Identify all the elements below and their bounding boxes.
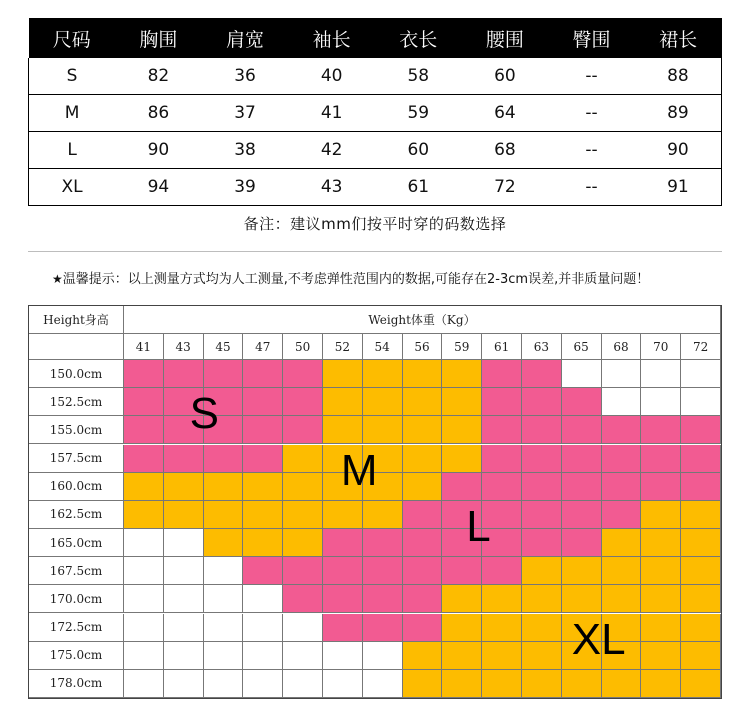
table-row xyxy=(29,132,722,169)
grid-cell-l xyxy=(522,473,562,501)
zone-label-s: S xyxy=(189,389,220,439)
grid-cell-xl xyxy=(602,670,642,698)
grid-cell-m xyxy=(403,388,443,416)
grid-cell-m xyxy=(323,360,363,388)
grid-cell-empty xyxy=(323,670,363,698)
size-table xyxy=(28,18,722,206)
table-row xyxy=(29,95,722,132)
weight-tick: 56 xyxy=(403,334,443,360)
weight-tick: 52 xyxy=(323,334,363,360)
grid-cell-empty xyxy=(641,360,681,388)
grid-cell-s xyxy=(164,445,204,473)
grid-cell-xl xyxy=(442,642,482,670)
weight-tick: 41 xyxy=(124,334,164,360)
grid-cell-l xyxy=(323,585,363,613)
table-row xyxy=(29,58,722,95)
grid-cell-l xyxy=(323,557,363,585)
measurement-cell: 41 xyxy=(288,95,375,132)
grid-cell-l xyxy=(562,529,602,557)
size-label-cell: L xyxy=(29,132,116,169)
weight-tick: 72 xyxy=(681,334,721,360)
grid-cell-empty xyxy=(243,614,283,642)
measurement-cell: 88 xyxy=(635,58,722,95)
grid-cell-empty xyxy=(164,529,204,557)
zone-label-xl: XL xyxy=(571,614,626,664)
weight-tick: 65 xyxy=(562,334,602,360)
grid-cell-empty xyxy=(363,670,403,698)
grid-cell-xl xyxy=(641,670,681,698)
weight-tick: 47 xyxy=(243,334,283,360)
size-header-0: 尺码 xyxy=(29,18,116,58)
grid-cell-l xyxy=(602,473,642,501)
size-header-5: 腰围 xyxy=(462,18,549,58)
grid-cell-m xyxy=(442,416,482,444)
grid-cell-l xyxy=(602,501,642,529)
height-tick: 178.0cm xyxy=(29,670,124,698)
warm-tip-text: 温馨提示：以上测量方式均为人工测量,不考虑弹性范围内的数据,可能存在2-3cm误差,并非质量问题！ xyxy=(62,272,650,287)
grid-cell-empty xyxy=(681,388,721,416)
weight-tick: 61 xyxy=(482,334,522,360)
measurement-cell: 82 xyxy=(115,58,202,95)
grid-cell-l xyxy=(243,557,283,585)
measurement-cell: 39 xyxy=(202,169,289,206)
grid-cell-m xyxy=(283,445,323,473)
grid-cell-empty xyxy=(681,360,721,388)
grid-cell-empty xyxy=(283,614,323,642)
grid-cell-l xyxy=(562,473,602,501)
grid-cell-m xyxy=(323,388,363,416)
grid-cell-empty xyxy=(124,670,164,698)
grid-cell-empty xyxy=(124,585,164,613)
grid-cell-empty xyxy=(204,614,244,642)
weight-tick: 45 xyxy=(204,334,244,360)
grid-cell-l xyxy=(562,416,602,444)
grid-cell-empty xyxy=(602,388,642,416)
measurement-cell: -- xyxy=(548,132,635,169)
grid-cell-xl xyxy=(442,585,482,613)
grid-cell-m xyxy=(363,416,403,444)
grid-cell-m xyxy=(243,473,283,501)
height-weight-chart xyxy=(28,305,722,699)
grid-cell-empty xyxy=(164,642,204,670)
grid-cell-empty xyxy=(323,642,363,670)
grid-cell-l xyxy=(482,416,522,444)
height-tick: 160.0cm xyxy=(29,473,124,501)
grid-cell-xl xyxy=(442,670,482,698)
measurement-cell: 89 xyxy=(635,95,722,132)
grid-cell-m xyxy=(243,529,283,557)
grid-cell-m xyxy=(403,473,443,501)
grid-cell-l xyxy=(602,416,642,444)
grid-cell-l xyxy=(482,388,522,416)
weight-tick: 43 xyxy=(164,334,204,360)
grid-cell-empty xyxy=(243,642,283,670)
grid-cell-l xyxy=(681,445,721,473)
grid-cell-s xyxy=(243,416,283,444)
grid-cell-m xyxy=(442,360,482,388)
grid-cell-empty xyxy=(641,388,681,416)
grid-cell-s xyxy=(243,360,283,388)
grid-cell-empty xyxy=(124,557,164,585)
grid-cell-xl xyxy=(681,670,721,698)
weight-tick: 63 xyxy=(522,334,562,360)
grid-cell-s xyxy=(243,388,283,416)
grid-cell-l xyxy=(403,501,443,529)
height-tick: 175.0cm xyxy=(29,642,124,670)
grid-cell-s xyxy=(124,388,164,416)
grid-cell-m xyxy=(442,445,482,473)
grid-cell-l xyxy=(562,501,602,529)
grid-cell-s xyxy=(164,360,204,388)
corner-blank-cell xyxy=(29,334,124,360)
measurement-cell: 59 xyxy=(375,95,462,132)
grid-cell-l xyxy=(641,416,681,444)
grid-cell-m xyxy=(164,473,204,501)
grid-cell-m xyxy=(323,416,363,444)
size-label-cell: XL xyxy=(29,169,116,206)
grid-cell-xl xyxy=(641,529,681,557)
grid-cell-l xyxy=(442,557,482,585)
grid-cell-empty xyxy=(283,642,323,670)
star-icon: ★ xyxy=(52,272,63,286)
measurement-cell: 37 xyxy=(202,95,289,132)
grid-cell-l xyxy=(522,388,562,416)
grid-cell-l xyxy=(363,614,403,642)
grid-cell-empty xyxy=(124,529,164,557)
grid-cell-xl xyxy=(641,585,681,613)
zone-label-l: L xyxy=(466,502,491,552)
grid-cell-xl xyxy=(522,670,562,698)
grid-cell-xl xyxy=(602,557,642,585)
measurement-cell: 94 xyxy=(115,169,202,206)
grid-cell-empty xyxy=(363,642,403,670)
grid-cell-xl xyxy=(403,642,443,670)
grid-cell-xl xyxy=(522,557,562,585)
grid-cell-empty xyxy=(204,585,244,613)
grid-cell-l xyxy=(482,445,522,473)
grid-cell-s xyxy=(204,445,244,473)
size-header-2: 肩宽 xyxy=(202,18,289,58)
height-tick: 152.5cm xyxy=(29,388,124,416)
measurement-cell: 40 xyxy=(288,58,375,95)
grid-cell-xl xyxy=(602,529,642,557)
grid-cell-l xyxy=(403,614,443,642)
grid-cell-xl xyxy=(602,585,642,613)
height-tick: 157.5cm xyxy=(29,445,124,473)
zone-label-m: M xyxy=(340,445,378,495)
grid-cell-m xyxy=(204,529,244,557)
measurement-cell: 60 xyxy=(462,58,549,95)
grid-cell-xl xyxy=(681,557,721,585)
measurement-cell: -- xyxy=(548,58,635,95)
grid-cell-m xyxy=(363,501,403,529)
grid-cell-xl xyxy=(641,557,681,585)
grid-cell-xl xyxy=(681,501,721,529)
grid-cell-xl xyxy=(641,614,681,642)
measurement-cell: 68 xyxy=(462,132,549,169)
size-header-7: 裙长 xyxy=(635,18,722,58)
measurement-cell: 58 xyxy=(375,58,462,95)
size-header-3: 袖长 xyxy=(288,18,375,58)
grid-cell-l xyxy=(323,529,363,557)
grid-cell-l xyxy=(681,473,721,501)
grid-cell-l xyxy=(323,614,363,642)
grid-cell-l xyxy=(442,473,482,501)
grid-cell-xl xyxy=(482,670,522,698)
grid-cell-s xyxy=(204,360,244,388)
grid-cell-m xyxy=(403,445,443,473)
size-label-cell: S xyxy=(29,58,116,95)
measurement-cell: -- xyxy=(548,95,635,132)
height-tick: 162.5cm xyxy=(29,501,124,529)
grid-cell-empty xyxy=(164,557,204,585)
grid-cell-xl xyxy=(562,670,602,698)
grid-cell-l xyxy=(283,585,323,613)
grid-cell-empty xyxy=(602,360,642,388)
height-tick: 167.5cm xyxy=(29,557,124,585)
grid-cell-l xyxy=(522,416,562,444)
grid-cell-m xyxy=(204,473,244,501)
grid-cell-xl xyxy=(522,642,562,670)
size-table-header-row xyxy=(29,18,722,58)
grid-cell-m xyxy=(283,501,323,529)
grid-cell-l xyxy=(681,416,721,444)
grid-cell-l xyxy=(482,473,522,501)
measurement-cell: -- xyxy=(548,169,635,206)
grid-cell-l xyxy=(363,585,403,613)
grid-cell-xl xyxy=(403,670,443,698)
grid-cell-l xyxy=(403,557,443,585)
grid-cell-s xyxy=(243,445,283,473)
grid-cell-s xyxy=(283,360,323,388)
measurement-cell: 61 xyxy=(375,169,462,206)
grid-cell-xl xyxy=(482,642,522,670)
grid-cell-l xyxy=(363,529,403,557)
grid-cell-empty xyxy=(562,360,602,388)
grid-cell-xl xyxy=(562,557,602,585)
measurement-cell: 91 xyxy=(635,169,722,206)
size-header-1: 胸围 xyxy=(115,18,202,58)
size-note: 备注：建议mm们按平时穿的码数选择 xyxy=(243,215,507,233)
grid-cell-m xyxy=(363,360,403,388)
grid-cell-xl xyxy=(641,642,681,670)
size-header-4: 衣长 xyxy=(375,18,462,58)
grid-cell-l xyxy=(522,529,562,557)
grid-cell-s xyxy=(124,445,164,473)
grid-cell-empty xyxy=(204,670,244,698)
measurement-cell: 86 xyxy=(115,95,202,132)
grid-cell-m xyxy=(204,501,244,529)
grid-cell-empty xyxy=(164,585,204,613)
measurement-cell: 38 xyxy=(202,132,289,169)
measurement-cell: 72 xyxy=(462,169,549,206)
height-tick: 170.0cm xyxy=(29,585,124,613)
grid-cell-l xyxy=(522,501,562,529)
grid-cell-m xyxy=(403,360,443,388)
grid-cell-l xyxy=(403,585,443,613)
weight-tick: 70 xyxy=(641,334,681,360)
grid-cell-l xyxy=(482,557,522,585)
grid-cell-l xyxy=(602,445,642,473)
weight-tick: 59 xyxy=(442,334,482,360)
grid-cell-empty xyxy=(243,585,283,613)
grid-cell-xl xyxy=(522,614,562,642)
grid-cell-l xyxy=(522,445,562,473)
grid-cell-m xyxy=(164,501,204,529)
measurement-cell: 36 xyxy=(202,58,289,95)
grid-cell-l xyxy=(283,557,323,585)
grid-cell-xl xyxy=(562,585,602,613)
size-header-6: 臀围 xyxy=(548,18,635,58)
grid-cell-empty xyxy=(124,642,164,670)
grid-cell-empty xyxy=(283,670,323,698)
divider xyxy=(28,251,722,252)
measurement-cell: 90 xyxy=(115,132,202,169)
grid-cell-l xyxy=(363,557,403,585)
grid-cell-xl xyxy=(522,585,562,613)
grid-cell-m xyxy=(363,388,403,416)
height-header: Height身高 xyxy=(29,306,124,334)
grid-cell-l xyxy=(403,529,443,557)
grid-cell-s xyxy=(124,360,164,388)
grid-cell-xl xyxy=(482,585,522,613)
grid-cell-l xyxy=(482,360,522,388)
grid-cell-l xyxy=(641,445,681,473)
measurement-cell: 64 xyxy=(462,95,549,132)
grid-cell-m xyxy=(124,501,164,529)
height-tick: 155.0cm xyxy=(29,416,124,444)
grid-cell-empty xyxy=(164,614,204,642)
weight-tick: 68 xyxy=(602,334,642,360)
grid-cell-m xyxy=(442,388,482,416)
grid-cell-l xyxy=(522,360,562,388)
grid-cell-xl xyxy=(681,614,721,642)
grid-cell-empty xyxy=(204,642,244,670)
height-tick: 165.0cm xyxy=(29,529,124,557)
measurement-cell: 90 xyxy=(635,132,722,169)
weight-tick: 54 xyxy=(363,334,403,360)
measurement-cell: 42 xyxy=(288,132,375,169)
warm-tip xyxy=(52,268,649,287)
grid-cell-m xyxy=(403,416,443,444)
table-row xyxy=(29,169,722,206)
grid-cell-m xyxy=(283,473,323,501)
grid-cell-m xyxy=(283,529,323,557)
grid-cell-xl xyxy=(681,642,721,670)
grid-cell-empty xyxy=(243,670,283,698)
weight-tick: 50 xyxy=(283,334,323,360)
grid-cell-m xyxy=(243,501,283,529)
grid-cell-m xyxy=(124,473,164,501)
grid-cell-m xyxy=(323,501,363,529)
grid-cell-l xyxy=(562,388,602,416)
grid-cell-s xyxy=(124,416,164,444)
measurement-cell: 60 xyxy=(375,132,462,169)
weight-header: Weight体重（Kg） xyxy=(124,306,721,334)
height-tick: 150.0cm xyxy=(29,360,124,388)
grid-cell-l xyxy=(641,473,681,501)
grid-cell-empty xyxy=(204,557,244,585)
grid-cell-xl xyxy=(442,614,482,642)
measurement-cell: 43 xyxy=(288,169,375,206)
grid-cell-s xyxy=(283,416,323,444)
grid-cell-empty xyxy=(164,670,204,698)
grid-cell-xl xyxy=(482,614,522,642)
grid-cell-s xyxy=(283,388,323,416)
grid-cell-xl xyxy=(641,501,681,529)
grid-cell-xl xyxy=(681,529,721,557)
size-label-cell: M xyxy=(29,95,116,132)
grid-cell-xl xyxy=(681,585,721,613)
height-tick: 172.5cm xyxy=(29,614,124,642)
grid-cell-empty xyxy=(124,614,164,642)
grid-cell-l xyxy=(562,445,602,473)
